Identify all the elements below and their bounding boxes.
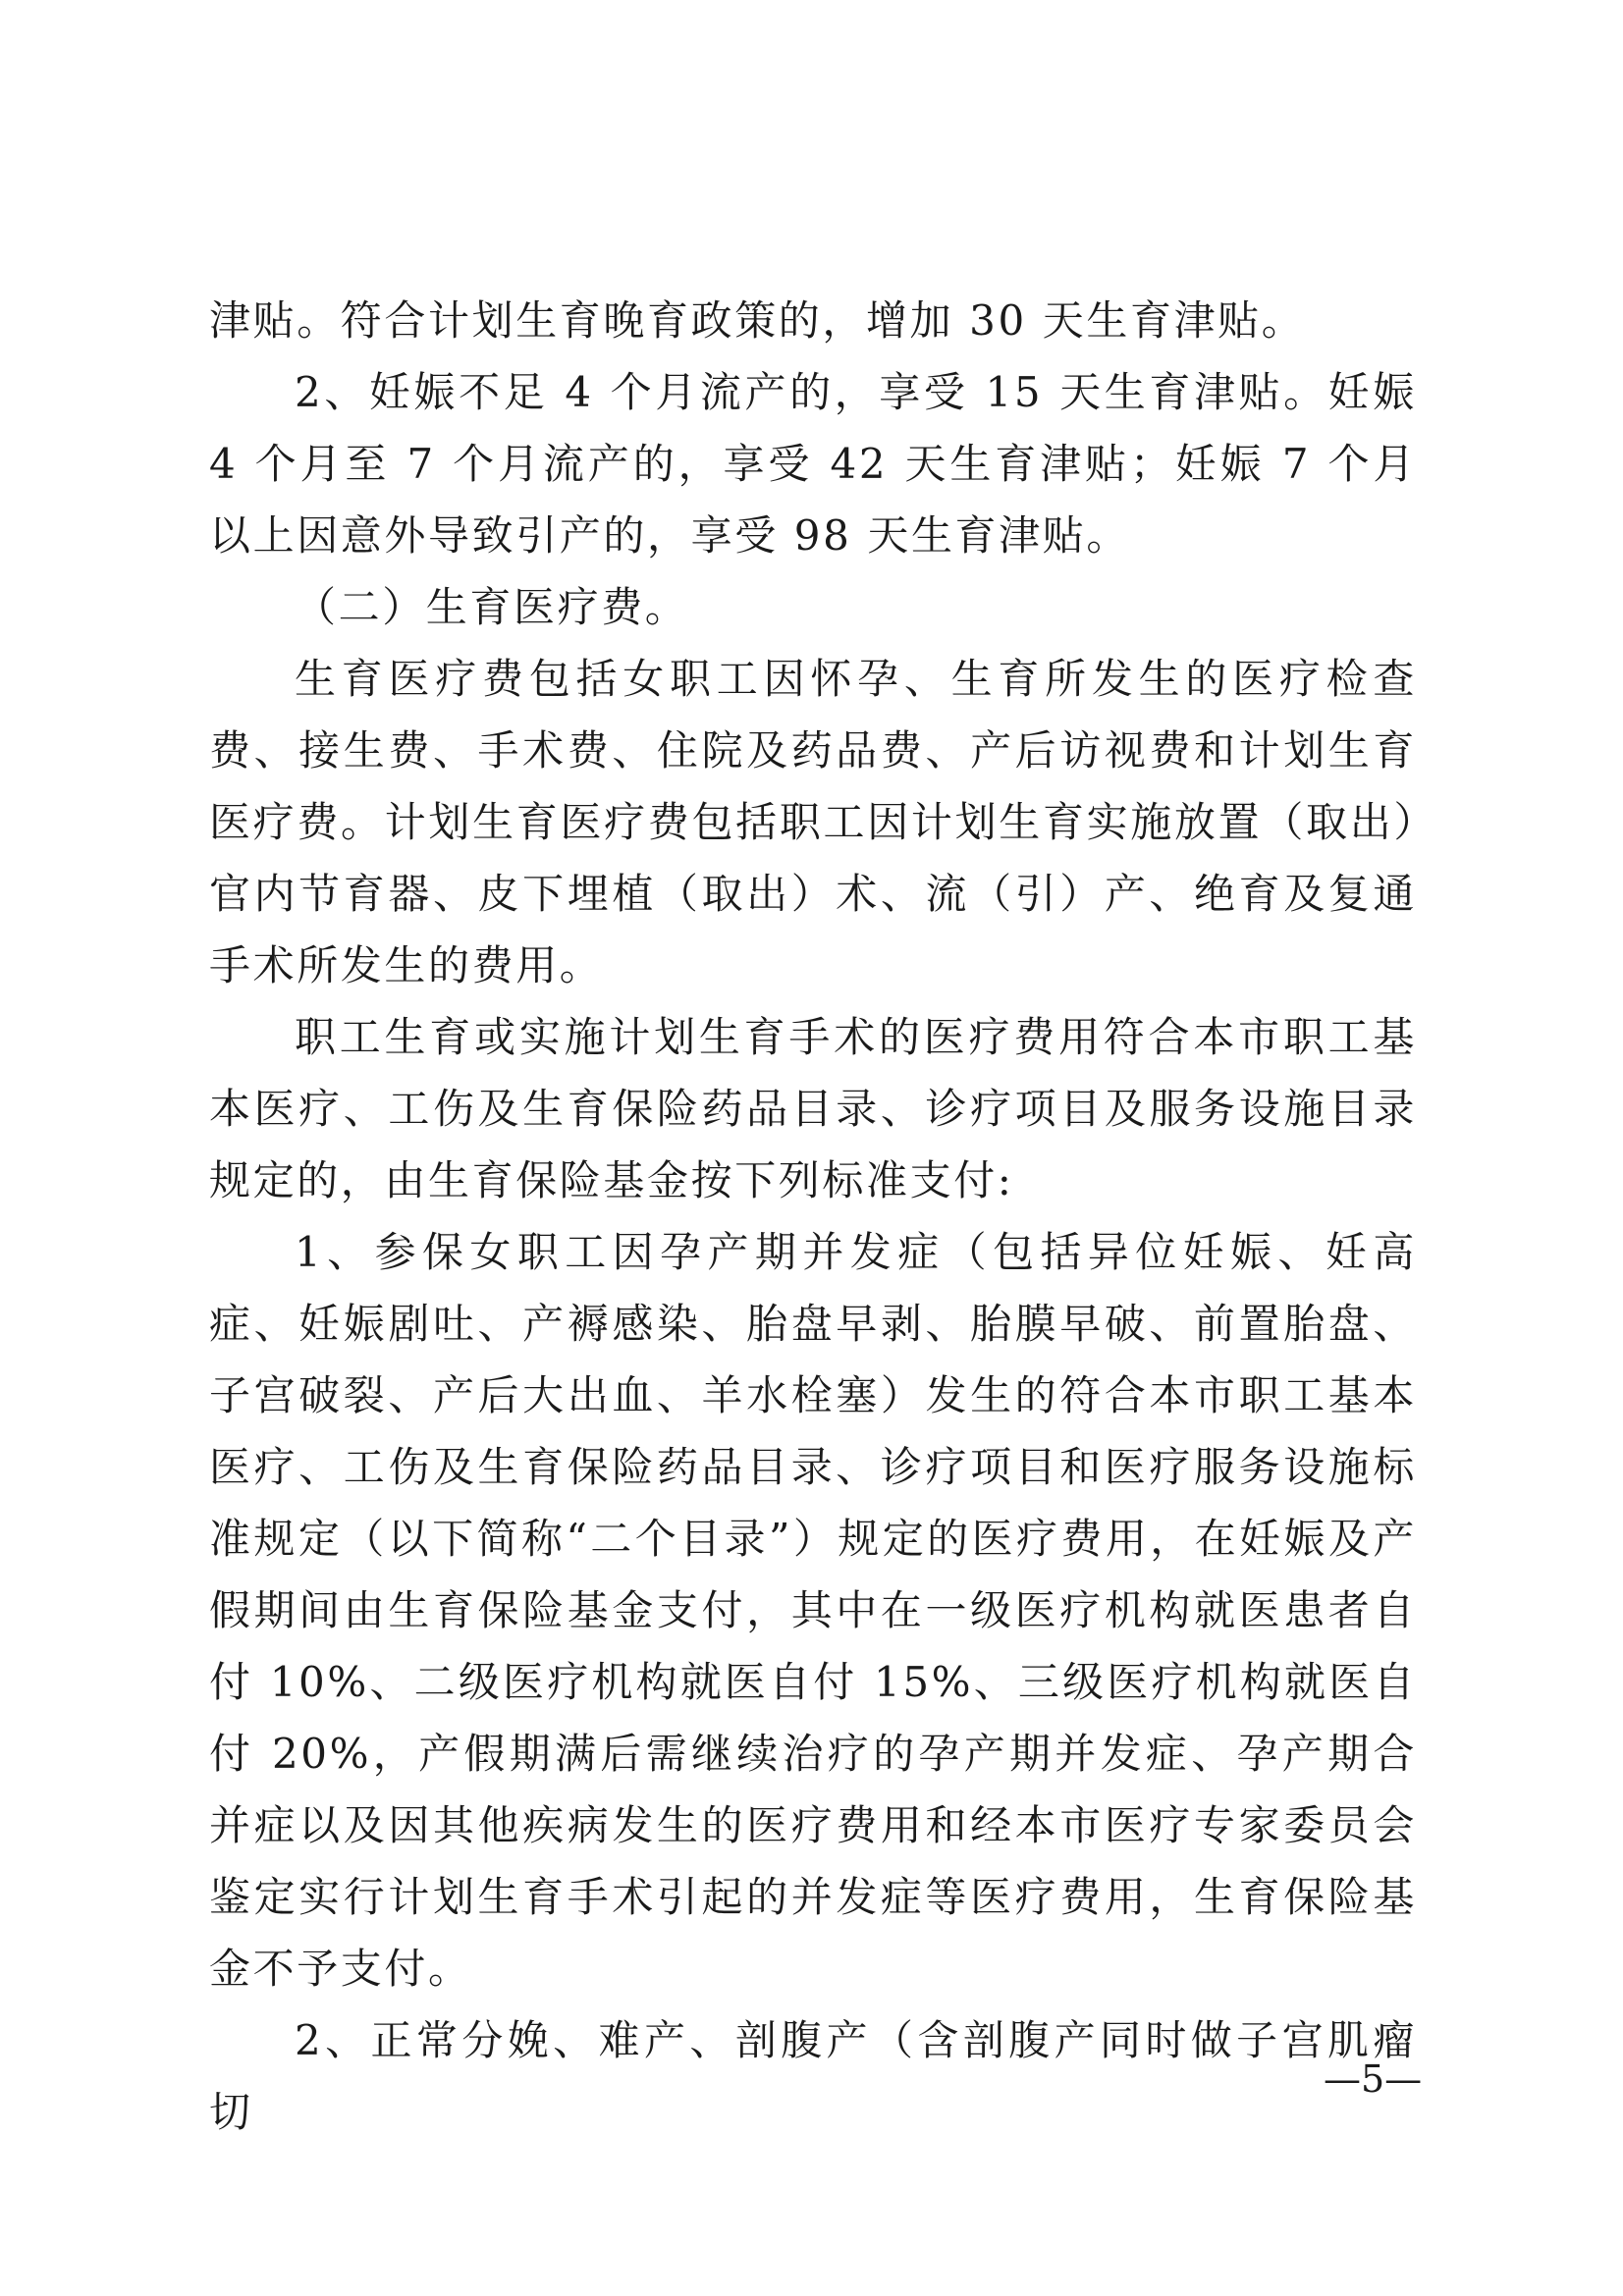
paragraph-medical-fees-scope: 生育医疗费包括女职工因怀孕、生育所发生的医疗检查费、接生费、手术费、住院及药品费、产后访视费和计划生育医疗费。计划生育医疗费包括职工因计划生育实施放置（取出）官内节育器、皮下埋植（取出）术、流（引）产、绝育及复通手术所发生的费用。 — [209, 655, 1417, 989]
body-text — [209, 285, 1417, 2148]
page-number: —5— — [1324, 2057, 1423, 2101]
paragraph-delivery-types: 2、正常分娩、难产、剖腹产（含剖腹产同时做子宫肌瘤切 — [209, 2016, 1417, 2136]
paragraph-continued-subsidy: 津贴。符合计划生育晚育政策的，增加 30 天生育津贴。 — [209, 296, 1306, 345]
paragraph-complications: 1、参保女职工因孕产期并发症（包括异位妊娠、妊高症、妊娠剧吐、产褥感染、胎盘早剥、胎膜早破、前置胎盘、子宫破裂、产后大出血、羊水栓塞）发生的符合本市职工基本医疗、工伤及生育保险药品目录、诊疗项目和医疗服务设施标准规定（以下简称“二个目录”）规定的医疗费用，在妊娠及产假期间由生育保险基金支付，其中在一级医疗机构就医患者自付 10%、二级医疗机构就医自付 15%、三级医疗机构就医自付 20%，产假期满后需继续治疗的孕产期并发症、孕产期合并症以及因其他疾病发生的医疗费用和经本市医疗专家委员会鉴定实行计划生育手术引起的并发症等医疗费用，生育保险基金不予支付。 — [209, 1228, 1417, 1993]
section-heading-maternity-medical-fees: （二）生育医疗费。 — [295, 583, 689, 631]
paragraph-payment-standard: 职工生育或实施计划生育手术的医疗费用符合本市职工基本医疗、工伤及生育保险药品目录、诊疗项目及服务设施目录规定的，由生育保险基金按下列标准支付: — [209, 1013, 1417, 1204]
paragraph-miscarriage-subsidy: 2、妊娠不足 4 个月流产的，享受 15 天生育津贴。妊娠 4 个月至 7 个月流产的，享受 42 天生育津贴；妊娠 7 个月以上因意外导致引产的，享受 98 天生育津贴。 — [209, 368, 1417, 560]
